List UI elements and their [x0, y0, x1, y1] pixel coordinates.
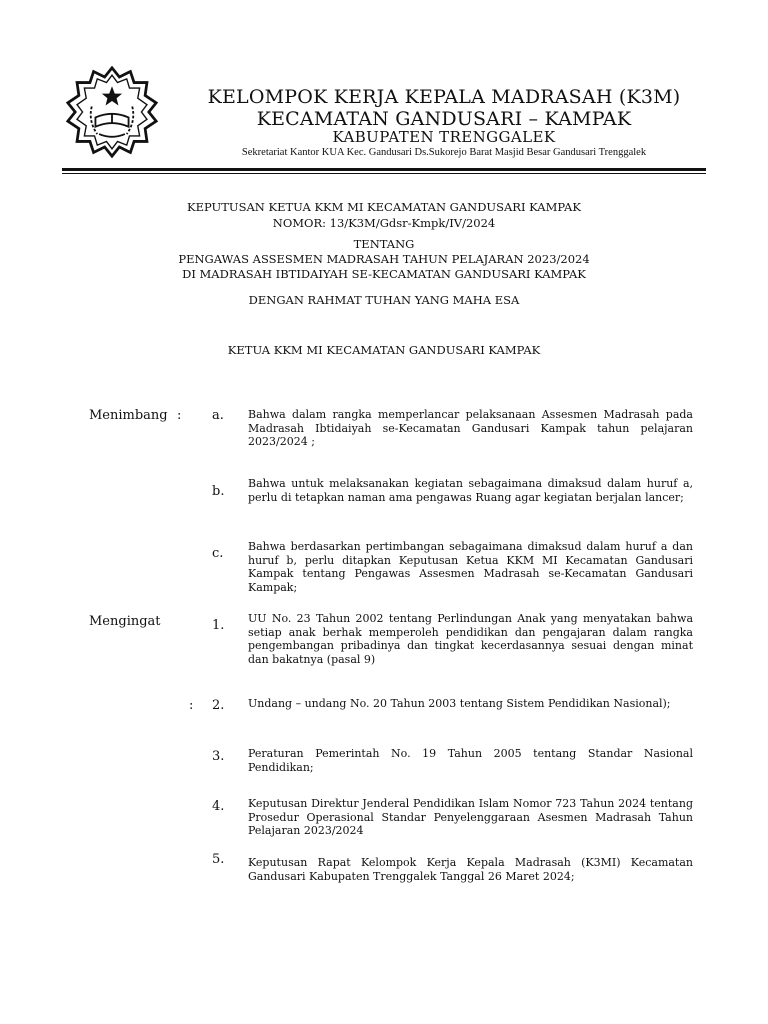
mengingat-marker-2: 2.: [212, 698, 225, 713]
issuer-line: KETUA KKM MI KECAMATAN GANDUSARI KAMPAK: [227, 343, 541, 357]
menimbang-label: Menimbang: [89, 408, 168, 423]
kemenag-emblem-logo: [66, 66, 158, 158]
menimbang-marker-c: c.: [212, 546, 224, 561]
letterhead-address: Sekretariat Kantor KUA Kec. Gandusari Ds.Sukorejo Barat Masjid Besar Gandusari Trenggalek: [241, 147, 647, 158]
mengingat-text-5: Keputusan Rapat Kelompok Kerja Kepala Madrasah (K3MI) Kecamatan Gandusari Kabupaten Trenggalek Tanggal 26 Maret 2024;: [248, 856, 693, 883]
decree-subject-line1: PENGAWAS ASSESMEN MADRASAH TAHUN PELAJARAN 2023/2024: [178, 252, 590, 266]
menimbang-text-c: Bahwa berdasarkan pertimbangan sebagaimana dimaksud dalam huruf a dan huruf b, perlu ditapkan Keputusan Ketua KKM MI Kecamatan Gandusari Kampak tentang Pengawas Assesmen Madrasah se-Kecamatan Gandusari Kampak;: [248, 540, 693, 594]
letterhead-title: KELOMPOK KERJA KEPALA MADRASAH (K3M): [207, 86, 681, 108]
letterhead-regency: KABUPATEN TRENGGALEK: [332, 128, 556, 146]
mengingat-text-3: Peraturan Pemerintah No. 19 Tahun 2005 tentang Standar Nasional Pendidikan;: [248, 747, 693, 774]
menimbang-colon: :: [177, 408, 182, 423]
mengingat-marker-3: 3.: [212, 749, 225, 764]
letterhead-district: KECAMATAN GANDUSARI – KAMPAK: [256, 108, 632, 130]
decree-about: TENTANG: [353, 237, 415, 251]
menimbang-marker-b: b.: [212, 484, 225, 499]
decree-subject-line2: DI MADRASAH IBTIDAIYAH SE-KECAMATAN GANDUSARI KAMPAK: [182, 267, 586, 281]
mengingat-marker-1: 1.: [212, 618, 225, 633]
mengingat-text-2: Undang – undang No. 20 Tahun 2003 tentang Sistem Pendidikan Nasional);: [248, 697, 671, 710]
decree-heading: KEPUTUSAN KETUA KKM MI KECAMATAN GANDUSARI KAMPAK: [187, 200, 581, 214]
mengingat-text-1: UU No. 23 Tahun 2002 tentang Perlindungan Anak yang menyatakan bahwa setiap anak berhak memperoleh pendidikan dan pengajaran dalam rangka pengembangan pribadinya dan tingkat kecerdasannya sesuai dengan minat dan bakatnya (pasal 9): [248, 612, 693, 666]
blessing-line: DENGAN RAHMAT TUHAN YANG MAHA ESA: [248, 293, 520, 307]
menimbang-text-b: Bahwa untuk melaksanakan kegiatan sebagaimana dimaksud dalam huruf a, perlu di tetapkan naman ama pengawas Ruang agar kegiatan berjalan lancer;: [248, 477, 693, 504]
mengingat-marker-5: 5.: [212, 852, 225, 867]
letterhead-rule-thin: [62, 173, 706, 174]
mengingat-label: Mengingat: [89, 614, 161, 629]
letterhead-rule-thick: [62, 168, 706, 171]
mengingat-marker-4: 4.: [212, 799, 225, 814]
decree-number: NOMOR: 13/K3M/Gdsr-Kmpk/IV/2024: [272, 216, 496, 230]
menimbang-text-a: Bahwa dalam rangka memperlancar pelaksanaan Assesmen Madrasah pada Madrasah Ibtidaiyah se-Kecamatan Gandusari Kampak tahun pelajaran 2023/2024 ;: [248, 408, 693, 448]
menimbang-marker-a: a.: [212, 408, 224, 423]
mengingat-text-4: Keputusan Direktur Jenderal Pendidikan Islam Nomor 723 Tahun 2024 tentang Prosedur Operasional Standar Penyelenggaraan Asesmen Madrasah Tahun Pelajaran 2023/2024: [248, 797, 693, 837]
mengingat-colon: :: [189, 698, 194, 713]
